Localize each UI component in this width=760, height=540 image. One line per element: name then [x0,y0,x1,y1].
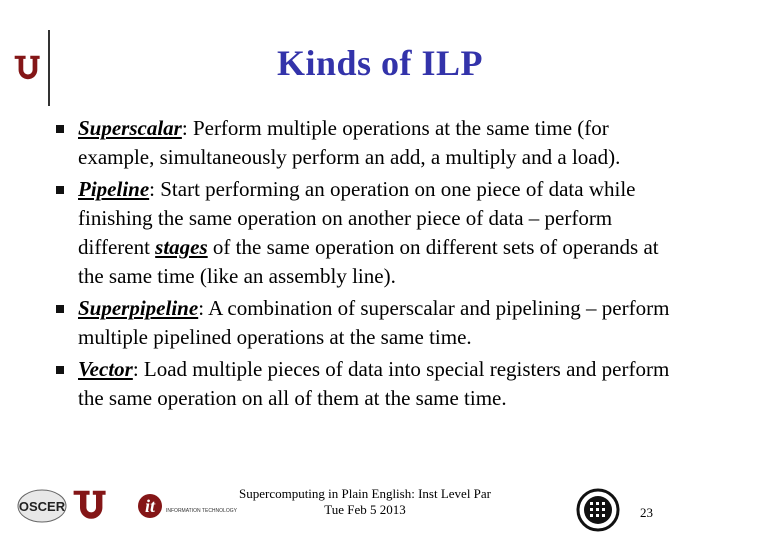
bullet-marker-icon [56,125,64,133]
bullet-list [56,114,686,416]
footer-logos [16,484,237,528]
bullet-marker-icon [56,186,64,194]
footer-text [200,486,530,518]
bullet-pipeline [56,175,686,291]
svg-text:INFORMATION TECHNOLOGY: INFORMATION TECHNOLOGY [166,508,237,514]
ou-footer-logo-icon [74,491,106,519]
oscer-logo-icon [18,490,66,522]
seal-logo-icon [574,488,622,532]
bullet-superpipeline [56,294,686,352]
page-number: 23 [640,505,653,520]
bullet-text: : A combination of superscalar and pipelining – perform multiple pipelined operations at the same time. [78,296,670,349]
bullet-superscalar [56,114,686,172]
bullet-emphasis: stages [155,235,208,259]
svg-text:OSCER: OSCER [18,499,66,514]
bullet-term: Superscalar [78,116,182,140]
bullet-marker-icon [56,305,64,313]
footer-line-2: Tue Feb 5 2013 [324,502,406,517]
bullet-term: Vector [78,357,133,381]
bullet-marker-icon [56,366,64,374]
bullet-text: : Perform multiple operations at the same time (for example, simultaneously perform an add, a multiply and a load). [78,116,621,169]
bullet-term: Pipeline [78,177,150,201]
bullet-vector [56,355,686,413]
bullet-text-after: of the same operation on different sets of operands at the same time (like an assembly line). [78,235,659,288]
bullet-term: Superpipeline [78,296,199,320]
slide-title: Kinds of ILP [276,43,484,83]
svg-text:it: it [144,496,156,516]
footer-line-1: Supercomputing in Plain English: Inst Level Par [238,486,492,501]
bullet-text: : Load multiple pieces of data into special registers and perform the same operation on all of them at the same time. [78,357,670,410]
bullet-text: : Start performing an operation on one piece of data while finishing the same operation on another piece of data – perform different [78,177,636,259]
